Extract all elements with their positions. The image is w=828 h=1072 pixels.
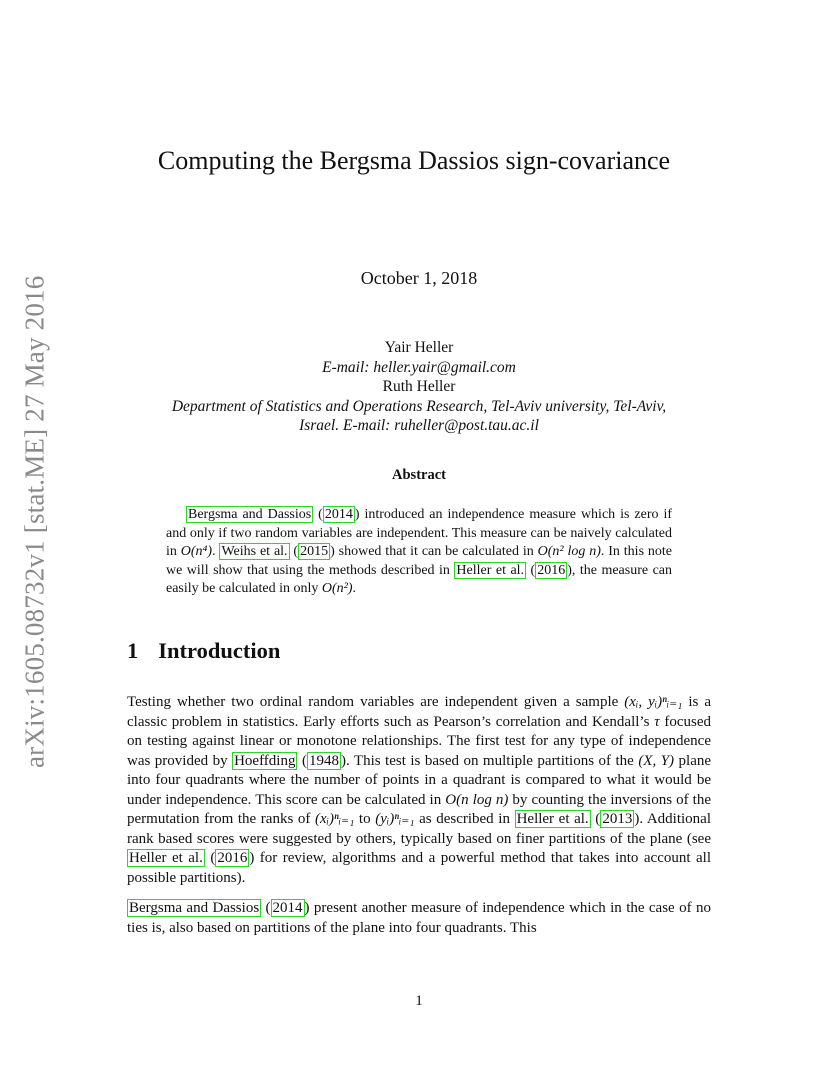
math: O(n⁴): [180, 544, 213, 559]
math: (xᵢ, yᵢ)ⁿᵢ₌₁: [624, 694, 683, 710]
section-title: Introduction: [158, 638, 281, 663]
paper-date: October 1, 2018: [360, 268, 478, 288]
text: Testing whether two ordinal random variables are independent given a sample: [127, 694, 625, 710]
abstract-body: Bergsma and Dassios ( 2014 ) introduced an independence measure which is zero if and only if two random variables are independent. This measure can be naively calculated in O(n⁴). Weihs et al. ( 2015 ) showed that it can be calculated in O(n² log n). In this note we will show that using the methods described in Heller et al. ( 2016 ), the measure can easily be calculated in only O(n²).: [166, 507, 673, 596]
affiliation-line: Israel. E-mail: ruheller@post.tau.ac.il: [299, 417, 539, 435]
citation-link[interactable]: Bergsma and Dassios: [129, 900, 260, 916]
text: introduced an independence measure which is zero if and only if two random variables are independent. This measure can be naively calculated in: [166, 507, 672, 559]
citation-link[interactable]: 2015: [300, 544, 329, 559]
citation-link[interactable]: 2014: [272, 900, 303, 916]
math: (yᵢ)ⁿᵢ₌₁: [375, 811, 415, 827]
text: showed that it can be calculated in: [334, 544, 538, 559]
text: by counting the inversions of the permutation from the ranks of: [127, 791, 711, 827]
author-name: Yair Heller: [384, 339, 454, 356]
text: is a classic problem in statistics. Early efforts such as Pearson’s correlation and Kendall’s: [127, 694, 711, 730]
text: to: [354, 811, 376, 827]
citation-link[interactable]: 2014: [324, 507, 353, 522]
citation-link[interactable]: Weihs et al.: [221, 544, 288, 559]
section-number: 1: [127, 638, 139, 663]
citation-link[interactable]: 1948: [308, 752, 339, 769]
author-email: E-mail: heller.yair@gmail.com: [322, 358, 516, 376]
math: O(n²): [321, 581, 353, 596]
math: (xᵢ)ⁿᵢ₌₁: [315, 811, 355, 827]
text: .: [352, 581, 357, 596]
citation-link[interactable]: 2013: [602, 811, 633, 827]
text: present another measure of independence which in the case of no ties is, also based on partitions of the plane into four quadrants. This: [127, 900, 711, 936]
math: O(n log n): [445, 791, 509, 808]
text: . This test is based on multiple partitions of the: [345, 752, 639, 769]
citation-link[interactable]: Heller et al.: [456, 562, 525, 578]
math: O(n² log n): [537, 544, 601, 559]
citation-link[interactable]: Heller et al.: [129, 850, 203, 866]
abstract-heading: Abstract: [392, 467, 446, 483]
paper-title: Computing the Bergsma Dassios sign-covariance: [157, 146, 671, 175]
citation-link[interactable]: 2016: [537, 562, 566, 578]
citation-link[interactable]: 2016: [217, 850, 248, 866]
citation-link[interactable]: Hoeffding: [234, 752, 296, 769]
text: plane into four quadrants where the number of points in a quadrant is compared to what it would be under independence. This score can be calculated in: [127, 752, 712, 808]
paragraph: Testing whether two ordinal random variables are independent given a sample (xᵢ, yᵢ)ⁿᵢ₌₁ is a classic problem in statistics. Early efforts such as Pearson’s correlation and Kendall’s τ focused on testing against linear or monotone relationships. The first test for any type of independence was provided by Hoeffding ( 1948 ). This test is based on multiple partitions of the (X, Y) plane into four quadrants where the number of points in a quadrant is compared to what it would be under independence. This score can be calculated in O(n log n) by counting the inversions of the permutation from the ranks of (xᵢ)ⁿᵢ₌₁ to (yᵢ)ⁿᵢ₌₁ as described in Heller et al. ( 2013 ). Additional rank based scores were suggested by others, typically based on finer partitions of the plane (see Heller et al. ( 2016 ) for review, algorithms and a powerful method that takes into account all possible partitions).: [127, 694, 712, 886]
author-name: Ruth Heller: [382, 378, 456, 396]
text: . In this note we will show that using the methods described in: [166, 544, 672, 578]
paragraph: Bergsma and Dassios ( 2014 ) present another measure of independence which in the case of no ties is, also based on partitions of the plane into four quadrants. This: [127, 900, 711, 936]
math: (X, Y): [638, 752, 675, 769]
text: . Additional rank based scores were suggested by others, typically based on finer partitions of the plane (see: [127, 811, 712, 847]
text: .: [212, 544, 220, 559]
affiliation-line: Department of Statistics and Operations Research, Tel-Aviv university, Tel-Aviv,: [171, 397, 667, 415]
author-block: [124, 338, 714, 436]
math: τ: [654, 713, 660, 730]
intro-body: [127, 693, 711, 949]
page-number: 1: [415, 993, 423, 1009]
citation-link[interactable]: Heller et al.: [516, 811, 589, 827]
text: for review, algorithms and a powerful method that takes into account all possible partitions).: [127, 850, 712, 886]
text: , the measure can easily be calculated in only: [166, 562, 673, 596]
text: focused on testing against linear or monotone relationships. The first test for any type of independence was provided by: [127, 713, 711, 769]
arxiv-stamp: arXiv:1605.08732v1 [stat.ME] 27 May 2016: [19, 275, 50, 769]
citation-link[interactable]: Bergsma and Dassios: [188, 507, 312, 522]
section-heading: [127, 638, 280, 664]
text: as described in: [414, 811, 515, 827]
